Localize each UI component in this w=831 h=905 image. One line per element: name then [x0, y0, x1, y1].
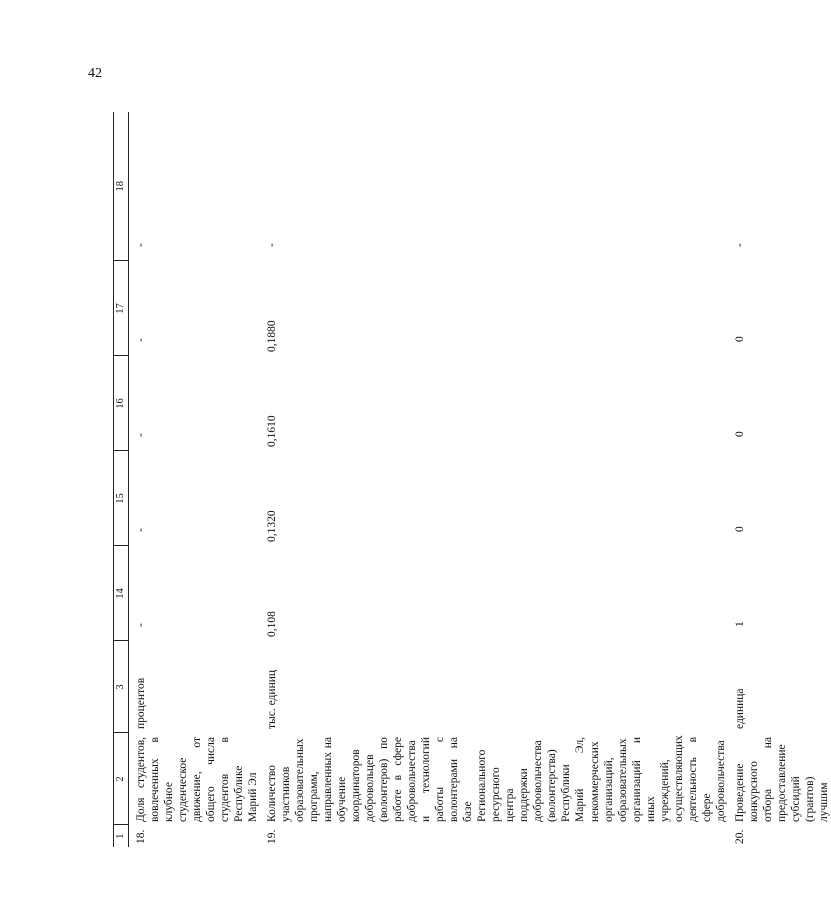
indicator-name: Проведение конкурсного отбора на предоставление субсидий (грантов) лучшим [733, 737, 830, 822]
column-header: 15 [114, 451, 129, 546]
value-cell: 0,1880 [266, 320, 279, 352]
value-cell: 0,1610 [266, 415, 279, 447]
unit-cell: тыс. единиц [266, 669, 279, 729]
table-row [260, 112, 728, 847]
column-header: 18 [114, 112, 129, 261]
column-header: 17 [114, 261, 129, 356]
value-cell: - [135, 243, 147, 247]
column-header: 3 [114, 641, 129, 733]
header-row [114, 112, 129, 847]
value-cell: - [135, 528, 147, 532]
column-header: 1 [114, 825, 129, 847]
value-cell: 0,1320 [266, 510, 279, 542]
table-row [728, 112, 831, 847]
value-cell: - [733, 243, 746, 247]
page-number: 42 [88, 66, 102, 81]
value-cell: 0 [733, 336, 746, 342]
row-number: 19. [266, 829, 279, 844]
column-header: 16 [114, 356, 129, 451]
row-number: 18. [135, 829, 147, 844]
value-cell: - [266, 243, 279, 247]
value-cell: 0,108 [266, 611, 279, 637]
indicators-table [113, 112, 831, 847]
column-header: 2 [114, 733, 129, 825]
column-header: 14 [114, 546, 129, 641]
value-cell: 0 [733, 431, 746, 437]
value-cell: - [135, 338, 147, 342]
table-row [129, 112, 261, 847]
rotated-table-wrapper [113, 112, 830, 847]
row-number: 20. [733, 829, 746, 844]
indicator-name: Доля студентов, вовлеченных в клубное студенческое движение, от общего числа студентов в Республике Марий Эл [135, 737, 260, 822]
indicator-name: Количество участников образовательных программ, направленных на обучение координаторов добровольцев (волонтеров) по работе в сфере добровольчества и технологий работы с волонтерами на базе Регионального ресурсного центра поддержки добровольчества (волонтерства) Республики Марий Эл, некоммерческих организаций, образовательных организаций и иных учреждений, осуществляющих деятельность в сфере добровольчества [266, 735, 727, 822]
value-cell: - [135, 433, 147, 437]
value-cell: 1 [733, 621, 746, 627]
unit-cell: процентов [135, 677, 147, 729]
value-cell: 0 [733, 526, 746, 532]
value-cell: - [135, 623, 147, 627]
unit-cell: единица [733, 688, 746, 729]
